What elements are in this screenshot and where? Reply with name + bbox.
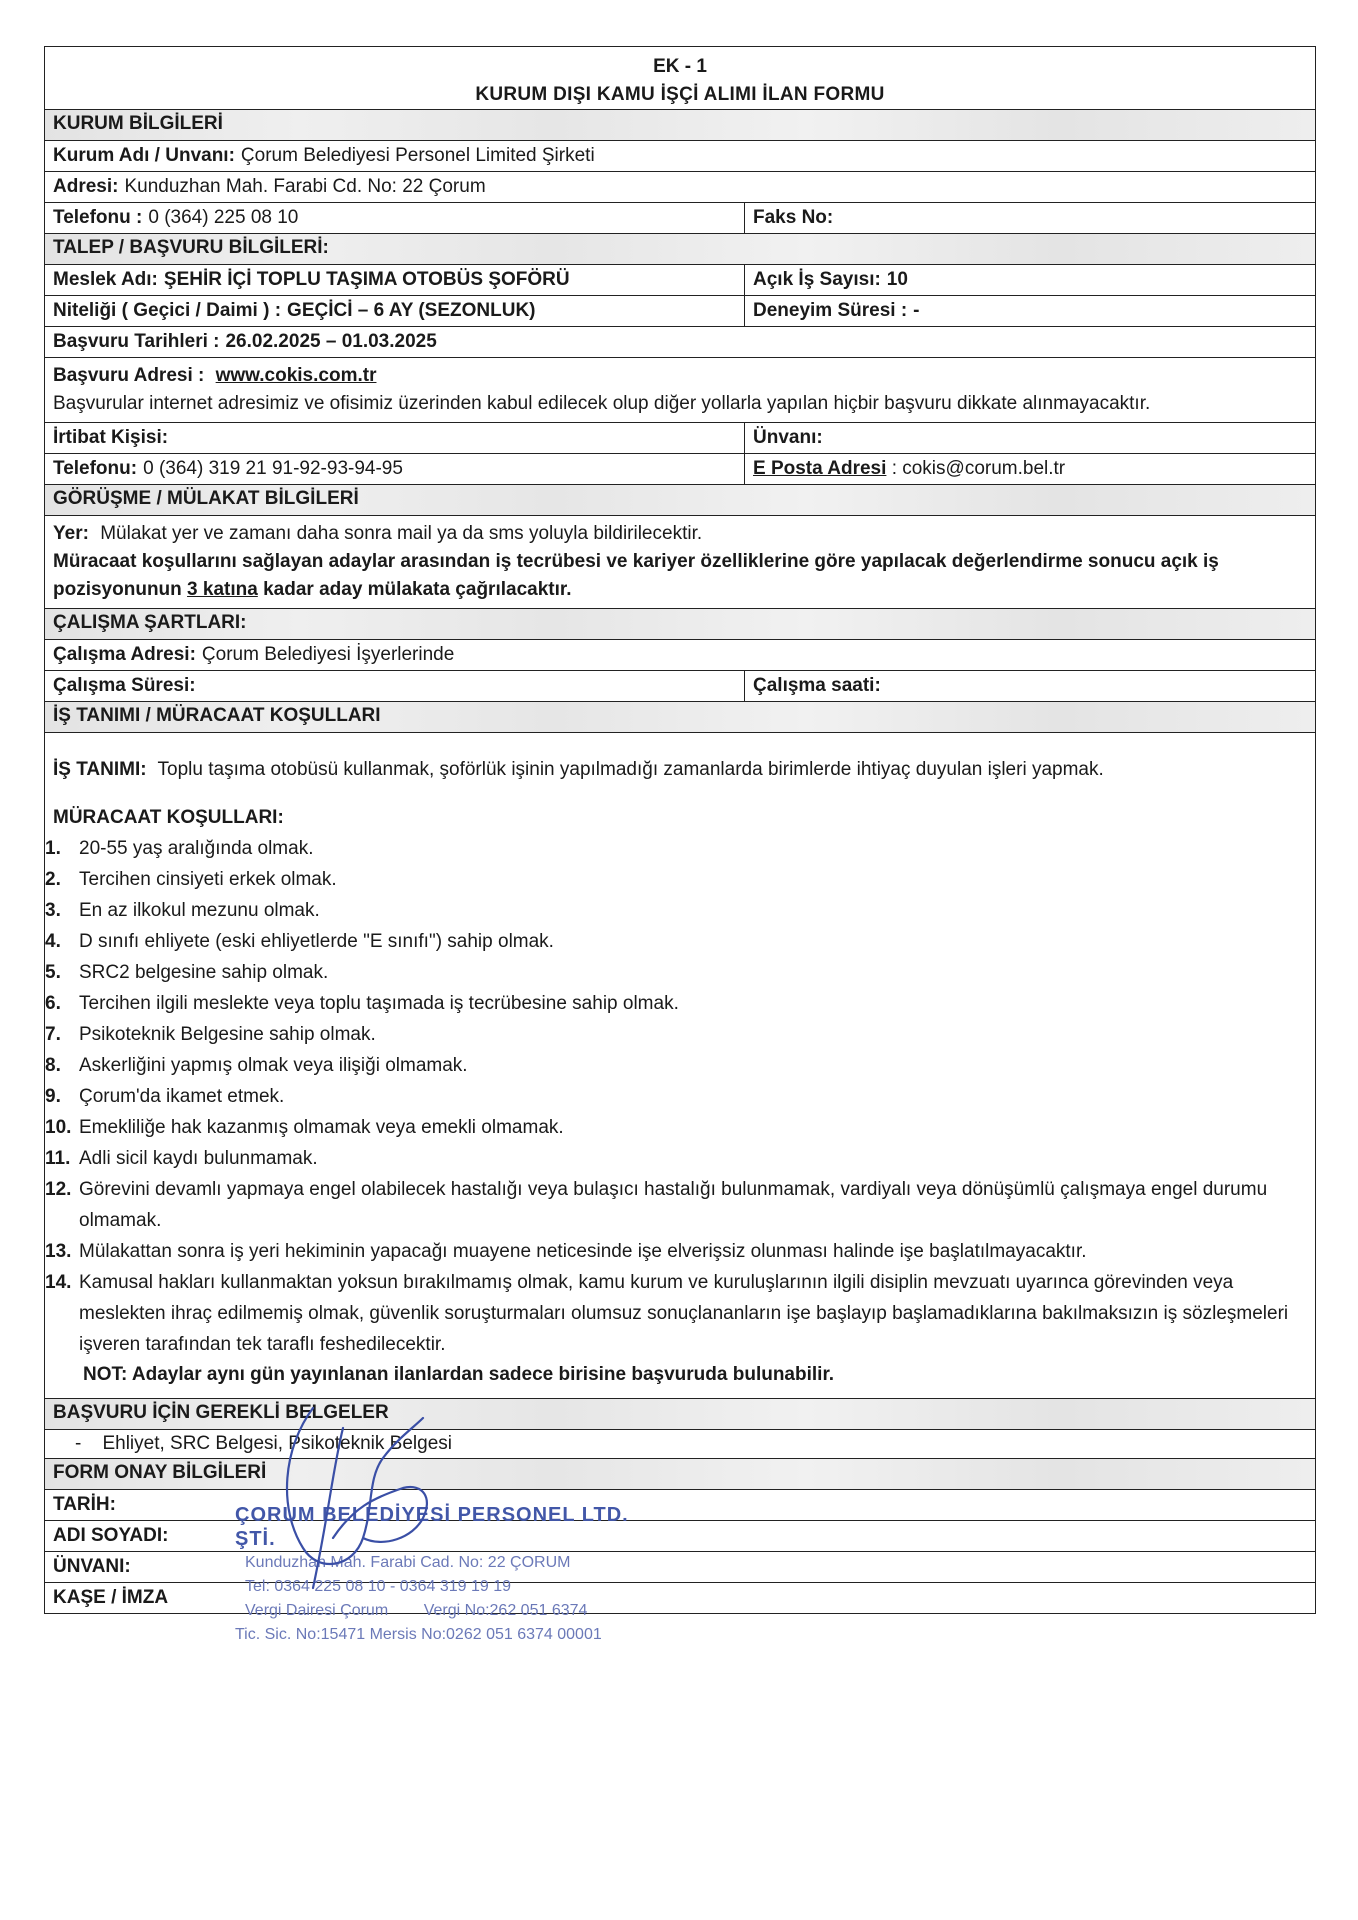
openings-value: 10	[886, 269, 908, 290]
list-item: 3. En az ilkokul mezunu olmak.	[45, 900, 320, 921]
profession-label: Meslek Adı:	[53, 269, 158, 290]
section-approval: FORM ONAY BİLGİLERİ	[45, 1458, 1315, 1489]
work-address-label: Çalışma Adresi:	[53, 644, 196, 665]
dates-row	[45, 326, 1315, 357]
email-value[interactable]: : cokis@corum.bel.tr	[891, 458, 1066, 479]
trial-label: Deneyim Süresi :	[753, 300, 908, 321]
institution-phone-label: Telefonu :	[53, 207, 143, 228]
section-request: TALEP / BAŞVURU BİLGİLERİ:	[45, 233, 1315, 264]
annex-label: EK - 1	[653, 56, 707, 77]
list-item: 5. SRC2 belgesine sahip olmak.	[45, 962, 329, 983]
stamp-line1: ÇORUM BELEDİYESİ PERSONEL LTD. ŞTİ.	[235, 1504, 629, 1550]
apply-address-label: Başvuru Adresi :	[53, 365, 205, 386]
interview-criteria	[53, 548, 1307, 604]
section-interview: GÖRÜŞME / MÜLAKAT BİLGİLERİ	[45, 484, 1315, 515]
interview-place-value: Mülakat yer ve zamanı daha sonra mail ya da sms yoluyla bildirilecektir.	[100, 523, 703, 544]
documents-dash: -	[75, 1433, 82, 1454]
nature-row	[45, 295, 1315, 326]
list-item: 6. Tercihen ilgili meslekte veya toplu taşımada iş tecrübesine sahip olmak.	[45, 993, 679, 1014]
contact-title-label: Ünvanı:	[753, 427, 823, 448]
section-work: ÇALIŞMA ŞARTLARI:	[45, 608, 1315, 639]
list-item: 1. 20-55 yaş aralığında olmak.	[45, 838, 314, 859]
documents-list	[45, 1429, 1315, 1458]
fax-label: Faks No:	[753, 207, 834, 228]
institution-name-value: Çorum Belediyesi Personel Limited Şirketi	[240, 145, 595, 166]
list-item: 8. Askerliğini yapmış olmak veya ilişiği olmamak.	[45, 1055, 468, 1076]
stamp-line4: Vergi Dairesi Çorum Vergi No:262 051 6374	[245, 1602, 588, 1619]
scan-mark	[120, 1890, 123, 1901]
criteria-underline: 3 katına	[187, 579, 258, 600]
openings-label: Açık İş Sayısı:	[753, 269, 881, 290]
approval-date-label: TARİH:	[53, 1494, 116, 1515]
list-item: 13. Mülakattan sonra iş yeri hekiminin yapacağı muayene neticesinde işe elverişsiz olunması halinde işe başlatılmayacaktır.	[45, 1241, 1087, 1262]
institution-name-label: Kurum Adı / Unvanı:	[53, 145, 235, 166]
signature-icon	[273, 1388, 473, 1598]
section-job: İŞ TANIMI / MÜRACAAT KOŞULLARI	[45, 701, 1315, 732]
nature-label: Niteliği ( Geçici / Daimi ) :	[53, 300, 282, 321]
list-item: 11. Adli sicil kaydı bulunmamak.	[45, 1148, 318, 1169]
email-label: E Posta Adresi	[753, 458, 887, 479]
criteria-part2: kadar aday mülakata çağrılacaktır.	[263, 579, 572, 600]
work-hours-label: Çalışma saati:	[753, 675, 881, 696]
list-item: 4. D sınıfı ehliyete (eski ehliyetlerde "E sınıfı") sahip olmak.	[45, 931, 554, 952]
work-address-value: Çorum Belediyesi İşyerlerinde	[201, 644, 455, 665]
apply-block	[45, 357, 1315, 422]
job-desc-value: Toplu taşıma otobüsü kullanmak, şoförlük işinin yapılmadığı zamanlarda birimlerde ihtiyaç duyulan işleri yapmak.	[157, 759, 1104, 780]
institution-address-row	[45, 171, 1315, 202]
job-desc-label: İŞ TANIMI:	[53, 759, 147, 780]
contact-label: İrtibat Kişisi:	[53, 427, 169, 448]
conditions-list	[45, 833, 1307, 1360]
documents-items: Ehliyet, SRC Belgesi, Psikoteknik Belgesi	[102, 1433, 452, 1454]
contact-row	[45, 422, 1315, 453]
form-title: KURUM DIŞI KAMU İŞÇİ ALIMI İLAN FORMU	[475, 84, 885, 105]
interview-block	[45, 515, 1315, 608]
trial-value: -	[913, 300, 920, 321]
announcement-form	[44, 46, 1316, 1643]
approval-seal-label: KAŞE / İMZA	[53, 1587, 169, 1608]
dates-label: Başvuru Tarihleri :	[53, 331, 220, 352]
contact-phone-row	[45, 453, 1315, 484]
institution-phone-value: 0 (364) 225 08 10	[148, 207, 299, 228]
work-duration-row	[45, 670, 1315, 701]
list-item: 12. Görevini devamlı yapmaya engel olabilecek hastalığı veya bulaşıcı hastalığı bulunmamak, vardiyalı veya dönüşümlü çalışmaya engel durumu olmamak.	[45, 1179, 1268, 1231]
work-duration-label: Çalışma Süresi:	[53, 675, 196, 696]
approval-block	[45, 1458, 1315, 1643]
criteria-part1: Müracaat koşullarını sağlayan adaylar arasından iş tecrübesi ve kariyer özelliklerine göre yapılacak değerlendirme sonucu açık iş pozisyonunun	[53, 551, 1219, 600]
contact-phone-value: 0 (364) 319 21 91-92-93-94-95	[143, 458, 403, 479]
section-institution: KURUM BİLGİLERİ	[45, 109, 1315, 140]
conditions-title: MÜRACAAT KOŞULLARI:	[53, 807, 284, 828]
list-item: 9. Çorum'da ikamet etmek.	[45, 1086, 285, 1107]
approval-name-label: ADI SOYADI:	[53, 1525, 169, 1546]
stamp-line2: Kunduzhan Mah. Farabi Cad. No: 22 ÇORUM	[245, 1554, 571, 1571]
institution-address-label: Adresi:	[53, 176, 119, 197]
interview-place-label: Yer:	[53, 523, 89, 544]
stamp-line5: Tic. Sic. No:15471 Mersis No:0262 051 6374 00001	[235, 1626, 602, 1643]
list-item: 10. Emekliliğe hak kazanmış olmamak veya emekli olmamak.	[45, 1117, 564, 1138]
institution-phone-row	[45, 202, 1315, 233]
list-item: 14. Kamusal hakları kullanmaktan yoksun bırakılmamış olmak, kamu kurum ve kuruluşlarının ilgili disiplin mevzuatı uyarınca görevinden veya meslekten ihraç edilmemiş olmak, güvenlik soruşturmaları olumsuz sonuçlananların işe başlayıp başlamadıklarına bakılmaksızın iş sözleşmeleri işveren tarafından tek taraflı feshedilecektir.	[45, 1272, 1289, 1355]
profession-value: ŞEHİR İÇİ TOPLU TAŞIMA OTOBÜS ŞOFÖRÜ	[163, 269, 570, 290]
dates-value: 26.02.2025 – 01.03.2025	[225, 331, 437, 352]
apply-note: Başvurular internet adresimiz ve ofisimiz üzerinden kabul edilecek olup diğer yollarla yapılan hiçbir başvuru dikkate alınmayacaktır.	[53, 393, 1151, 414]
form-header	[45, 47, 1315, 109]
apply-address-link[interactable]: www.cokis.com.tr	[215, 365, 377, 386]
list-item: 7. Psikoteknik Belgesine sahip olmak.	[45, 1024, 376, 1045]
list-item: 2. Tercihen cinsiyeti erkek olmak.	[45, 869, 337, 890]
stamp-line3: Tel: 0364 225 08 10 - 0364 319 19 19	[245, 1578, 511, 1595]
application-note: NOT: Adaylar aynı gün yayınlanan ilanlardan sadece birisine başvuruda bulunabilir.	[83, 1364, 835, 1385]
institution-name-row	[45, 140, 1315, 171]
contact-phone-label: Telefonu:	[53, 458, 138, 479]
institution-address-value: Kunduzhan Mah. Farabi Cd. No: 22 Çorum	[124, 176, 486, 197]
work-address-row	[45, 639, 1315, 670]
nature-value: GEÇİCİ – 6 AY (SEZONLUK)	[287, 300, 536, 321]
profession-row	[45, 264, 1315, 295]
approval-title-label: ÜNVANI:	[53, 1556, 131, 1577]
section-documents: BAŞVURU İÇİN GEREKLİ BELGELER	[45, 1398, 1315, 1429]
job-block	[45, 732, 1315, 1398]
